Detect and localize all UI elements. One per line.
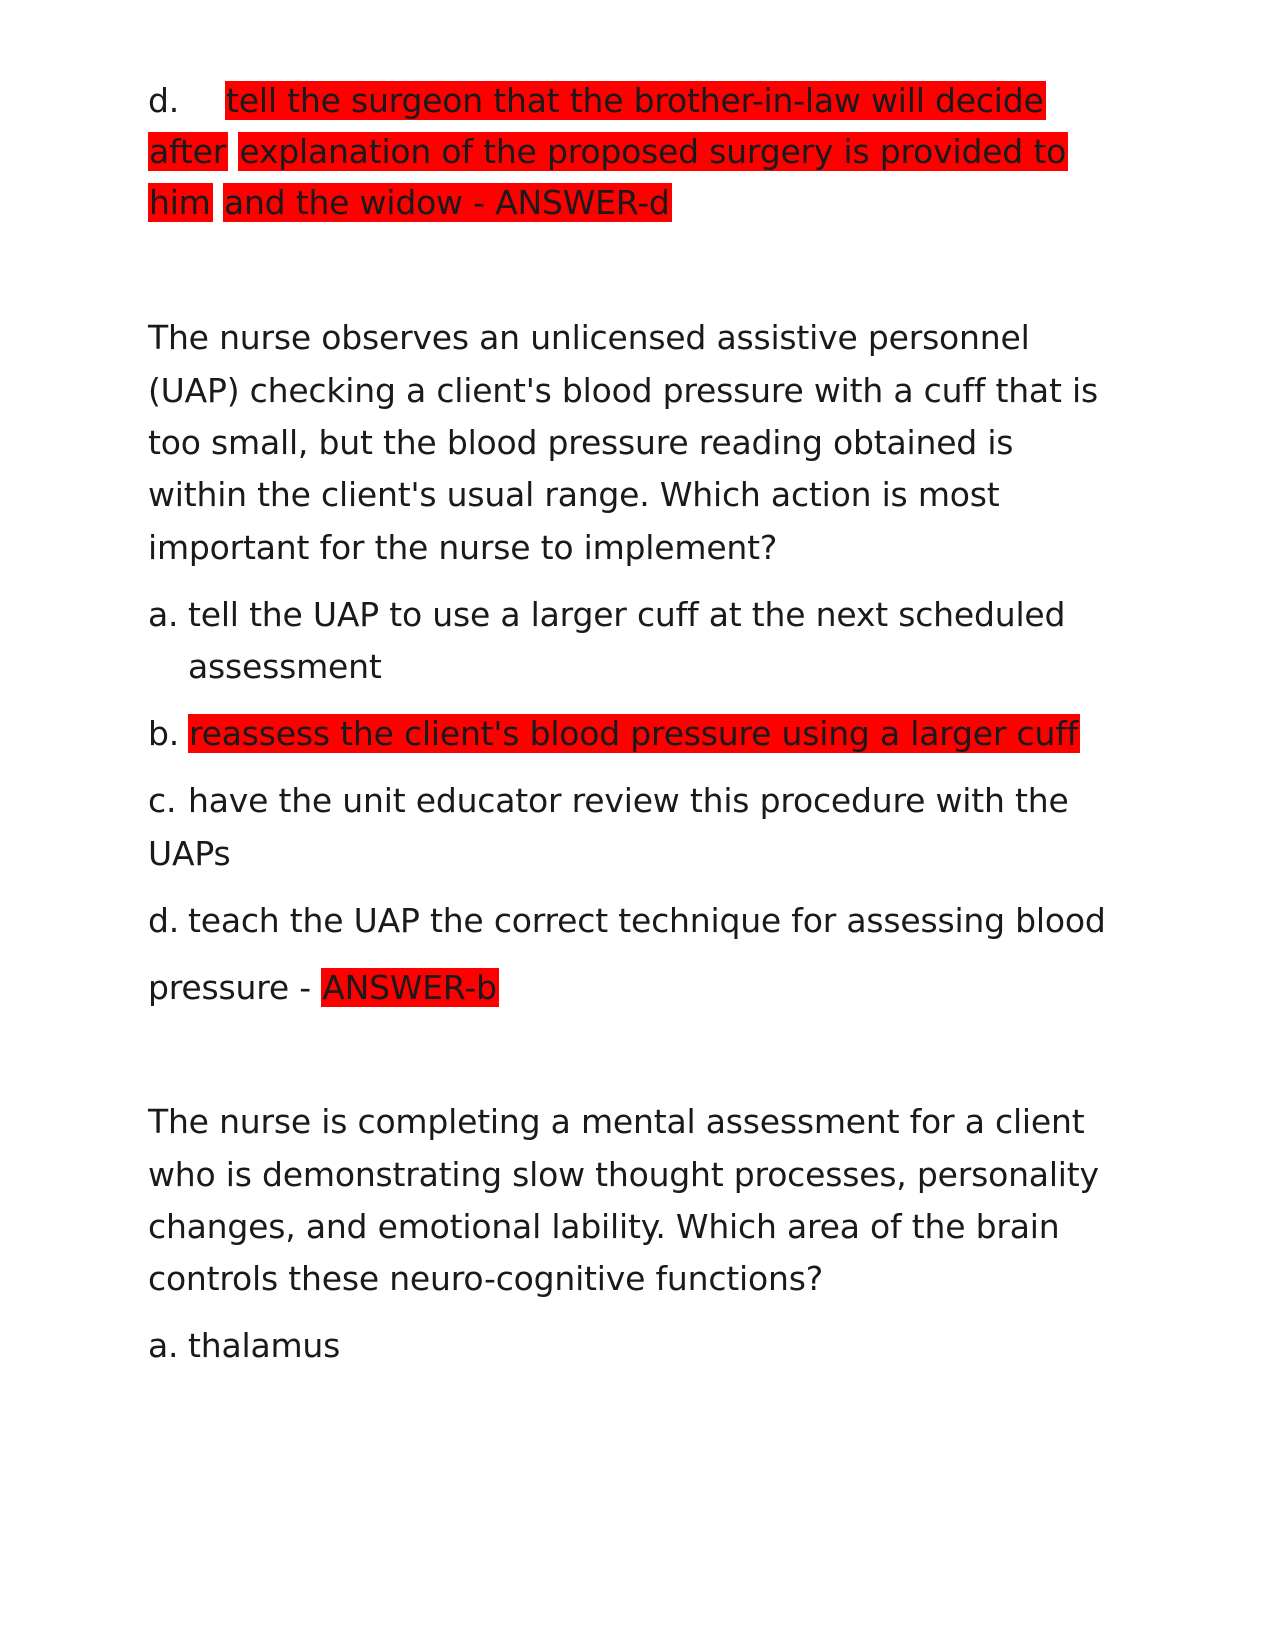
bp-option-b-text: reassess the client's blood pressure using a larger cuff — [189, 714, 1079, 753]
bp-question-stem-line-2: (UAP) checking a client's blood pressure with a cuff that is — [148, 371, 1098, 410]
prev-option-d-line-2 — [148, 127, 1068, 177]
bp-option-d-text-2: pressure - — [148, 968, 311, 1007]
bp-option-c-text-1: have the unit educator review this procedure with the — [188, 781, 1069, 820]
brain-question-stem-line-1: The nurse is completing a mental assessment for a client — [148, 1102, 1085, 1141]
brain-option-a-label: a. — [148, 1326, 179, 1365]
bp-option-d-line-2 — [148, 963, 499, 1013]
bp-question-stem-line-1: The nurse observes an unlicensed assistive personnel — [148, 318, 1030, 357]
prev-option-d-line-1 — [148, 76, 1046, 126]
brain-option-a-text: thalamus — [188, 1326, 341, 1365]
bp-question-stem-line-4: within the client's usual range. Which action is most — [148, 475, 1000, 514]
bp-option-d-text-1: teach the UAP the correct technique for assessing blood — [188, 901, 1106, 940]
prev-option-d-label: d. — [148, 81, 180, 120]
prev-option-d-text-2b: explanation of the proposed surgery is provided to — [239, 132, 1067, 171]
prev-option-d-text-1: tell the surgeon that the brother-in-law will decide — [226, 81, 1044, 120]
prev-option-d-text-3a: him — [149, 183, 211, 222]
bp-option-a-text-1: tell the UAP to use a larger cuff at the next scheduled — [188, 595, 1066, 634]
bp-option-a-label: a. — [148, 595, 179, 634]
brain-question-stem-line-2: who is demonstrating slow thought processes, personality — [148, 1155, 1099, 1194]
bp-answer: ANSWER-b — [322, 968, 497, 1007]
bp-option-c — [148, 776, 1069, 826]
brain-question-stem-line-3: changes, and emotional lability. Which area of the brain — [148, 1207, 1060, 1246]
prev-option-d-line-3 — [148, 178, 672, 228]
bp-question-stem-line-3: too small, but the blood pressure reading obtained is — [148, 423, 1014, 462]
bp-option-b — [148, 709, 1080, 759]
bp-option-d-label: d. — [148, 901, 180, 940]
bp-option-c-label: c. — [148, 781, 177, 820]
prev-option-d-text-3b: and the widow - ANSWER-d — [223, 183, 670, 222]
prev-option-d-text-2a: after — [149, 132, 227, 171]
bp-question-stem-line-5: important for the nurse to implement? — [148, 528, 778, 567]
bp-option-a-text-2: assessment — [188, 647, 382, 686]
bp-option-c-text-2: UAPs — [148, 834, 231, 873]
bp-option-b-label: b. — [148, 714, 180, 753]
brain-question-stem-line-4: controls these neuro-cognitive functions? — [148, 1259, 824, 1298]
bp-option-d — [148, 896, 1106, 946]
brain-option-a — [148, 1321, 340, 1371]
bp-option-a — [148, 590, 1065, 640]
